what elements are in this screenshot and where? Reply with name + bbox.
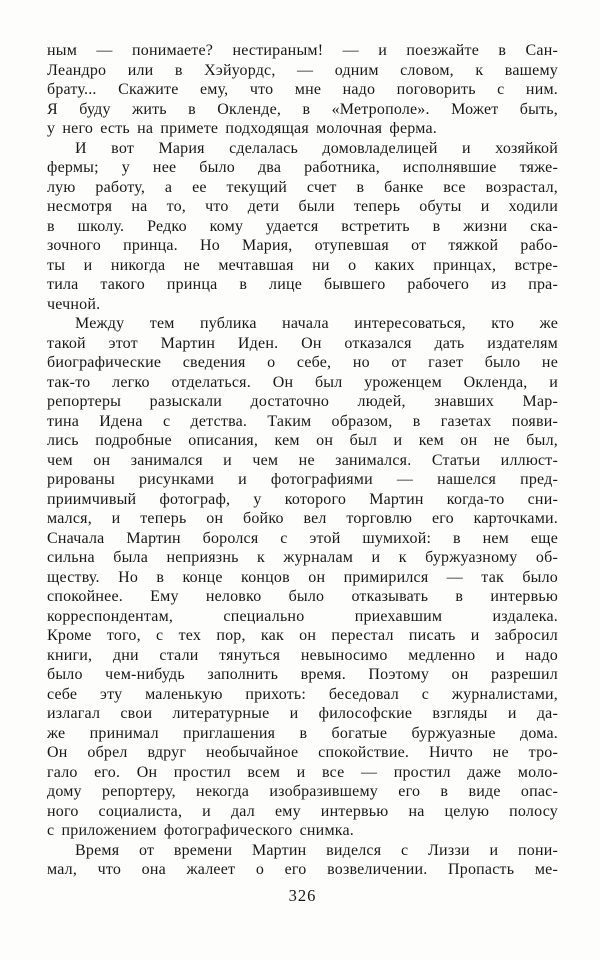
text-line: И вот Мария сделалась домовладелицей и хозяйкой bbox=[75, 139, 558, 157]
text-line: фермы; у нее было два работника, исполнявшие тяже- bbox=[47, 159, 558, 176]
text-line: рированы рисунками и фотографиями — нашелся пред- bbox=[47, 471, 558, 488]
text-line: сильна была неприязнь к журналам и к буржуазному об- bbox=[47, 549, 558, 566]
text-line: биографические сведения о себе, но от газет было не bbox=[47, 354, 558, 371]
text-line: ществу. Но в конце концов он примирился — так было bbox=[47, 568, 558, 586]
text-line: у него есть на примете подходящая молочная ферма. bbox=[47, 120, 437, 137]
text-line: приимчивый фотограф, у которого Мартин когда-то сни- bbox=[47, 490, 558, 508]
text-line: Я буду жить в Окленде, в «Метрополе». Может быть, bbox=[47, 100, 558, 118]
text-line: зочного принца. Но Мария, отупевшая от тяжкой рабо- bbox=[47, 237, 558, 254]
text-line: книги, дни стали тянуться невыносимо медленно и надо bbox=[47, 646, 558, 664]
text-line: Он обрел вдруг необычайное спокойствие. Ничто не тро- bbox=[47, 744, 558, 761]
text-line: чем он занимался и чем не занимался. Статьи иллюст- bbox=[47, 451, 558, 469]
text-line: спокойнее. Ему неловко было отказывать в интервью bbox=[47, 588, 558, 605]
text-line: корреспондентам, специально приехавшим издалека. bbox=[47, 607, 558, 625]
text-line: тина Идена с детства. Таким образом, в газетах появи- bbox=[47, 412, 558, 430]
text-line: с приложением фотографического снимка. bbox=[47, 822, 354, 839]
text-line: ным — понимаете? нестираным! — и поезжайте в Сан- bbox=[47, 42, 558, 59]
page-number: 326 bbox=[288, 886, 317, 905]
text-line: Кроме того, с тех пор, как он перестал писать и забросил bbox=[47, 627, 558, 644]
text-line: Сначала Мартин боролся с этой шумихой: в нем еще bbox=[47, 529, 558, 547]
text-line: было чем-нибудь заполнить время. Поэтому он разрешил bbox=[47, 666, 558, 683]
text-line: в школу. Редко кому удается встретить в жизни ска- bbox=[47, 217, 558, 235]
text-line: репортеры разыскали достаточно людей, знавших Мар- bbox=[47, 393, 558, 410]
text-line: ного социалиста, и дал ему интервью на целую полосу bbox=[47, 802, 558, 820]
text-line: так-то легко отделаться. Он был уроженцем Окленда, и bbox=[47, 373, 558, 391]
text-line: излагал свои литературные и философские взгляды и да- bbox=[47, 705, 558, 722]
page-text bbox=[47, 41, 558, 880]
text-line: дому репортеру, некогда изобразившему его в виде опас- bbox=[47, 783, 558, 800]
text-line: мал, что она жалеет о его возвеличении. Пропасть ме- bbox=[47, 861, 558, 878]
text-line: же принимал приглашения в богатые буржуазные дома. bbox=[47, 724, 558, 742]
text-line: лую работу, а ее текущий счет в банке все возрастал, bbox=[47, 178, 558, 196]
text-line: ты и никогда не мечтавшая ни о каких принцах, встре- bbox=[47, 256, 558, 274]
text-line: чечной. bbox=[47, 295, 101, 313]
text-line: тила такого принца в лице бывшего рабочего из пра- bbox=[47, 276, 558, 293]
text-line: мался, и теперь он бойко вел торговлю его карточками. bbox=[47, 510, 558, 527]
text-line: Время от времени Мартин виделся с Лиззи и пони- bbox=[75, 841, 558, 859]
text-line: такой этот Мартин Иден. Он отказался дать издателям bbox=[47, 334, 558, 352]
text-line: брату... Скажите ему, что мне надо поговорить с ним. bbox=[47, 81, 558, 98]
text-line: Леандро или в Хэйуордс, — одним словом, к вашему bbox=[47, 61, 558, 79]
text-line: гало его. Он простил всем и все — простил даже моло- bbox=[47, 763, 558, 781]
text-line: себе эту маленькую прихоть: беседовал с журналистами, bbox=[47, 685, 558, 703]
text-line: Между тем публика начала интересоваться, кто же bbox=[75, 315, 558, 332]
text-line: лись подробные описания, кем он был и кем он не был, bbox=[47, 432, 558, 449]
text-line: несмотря на то, что дети были теперь обуты и ходили bbox=[47, 198, 558, 215]
